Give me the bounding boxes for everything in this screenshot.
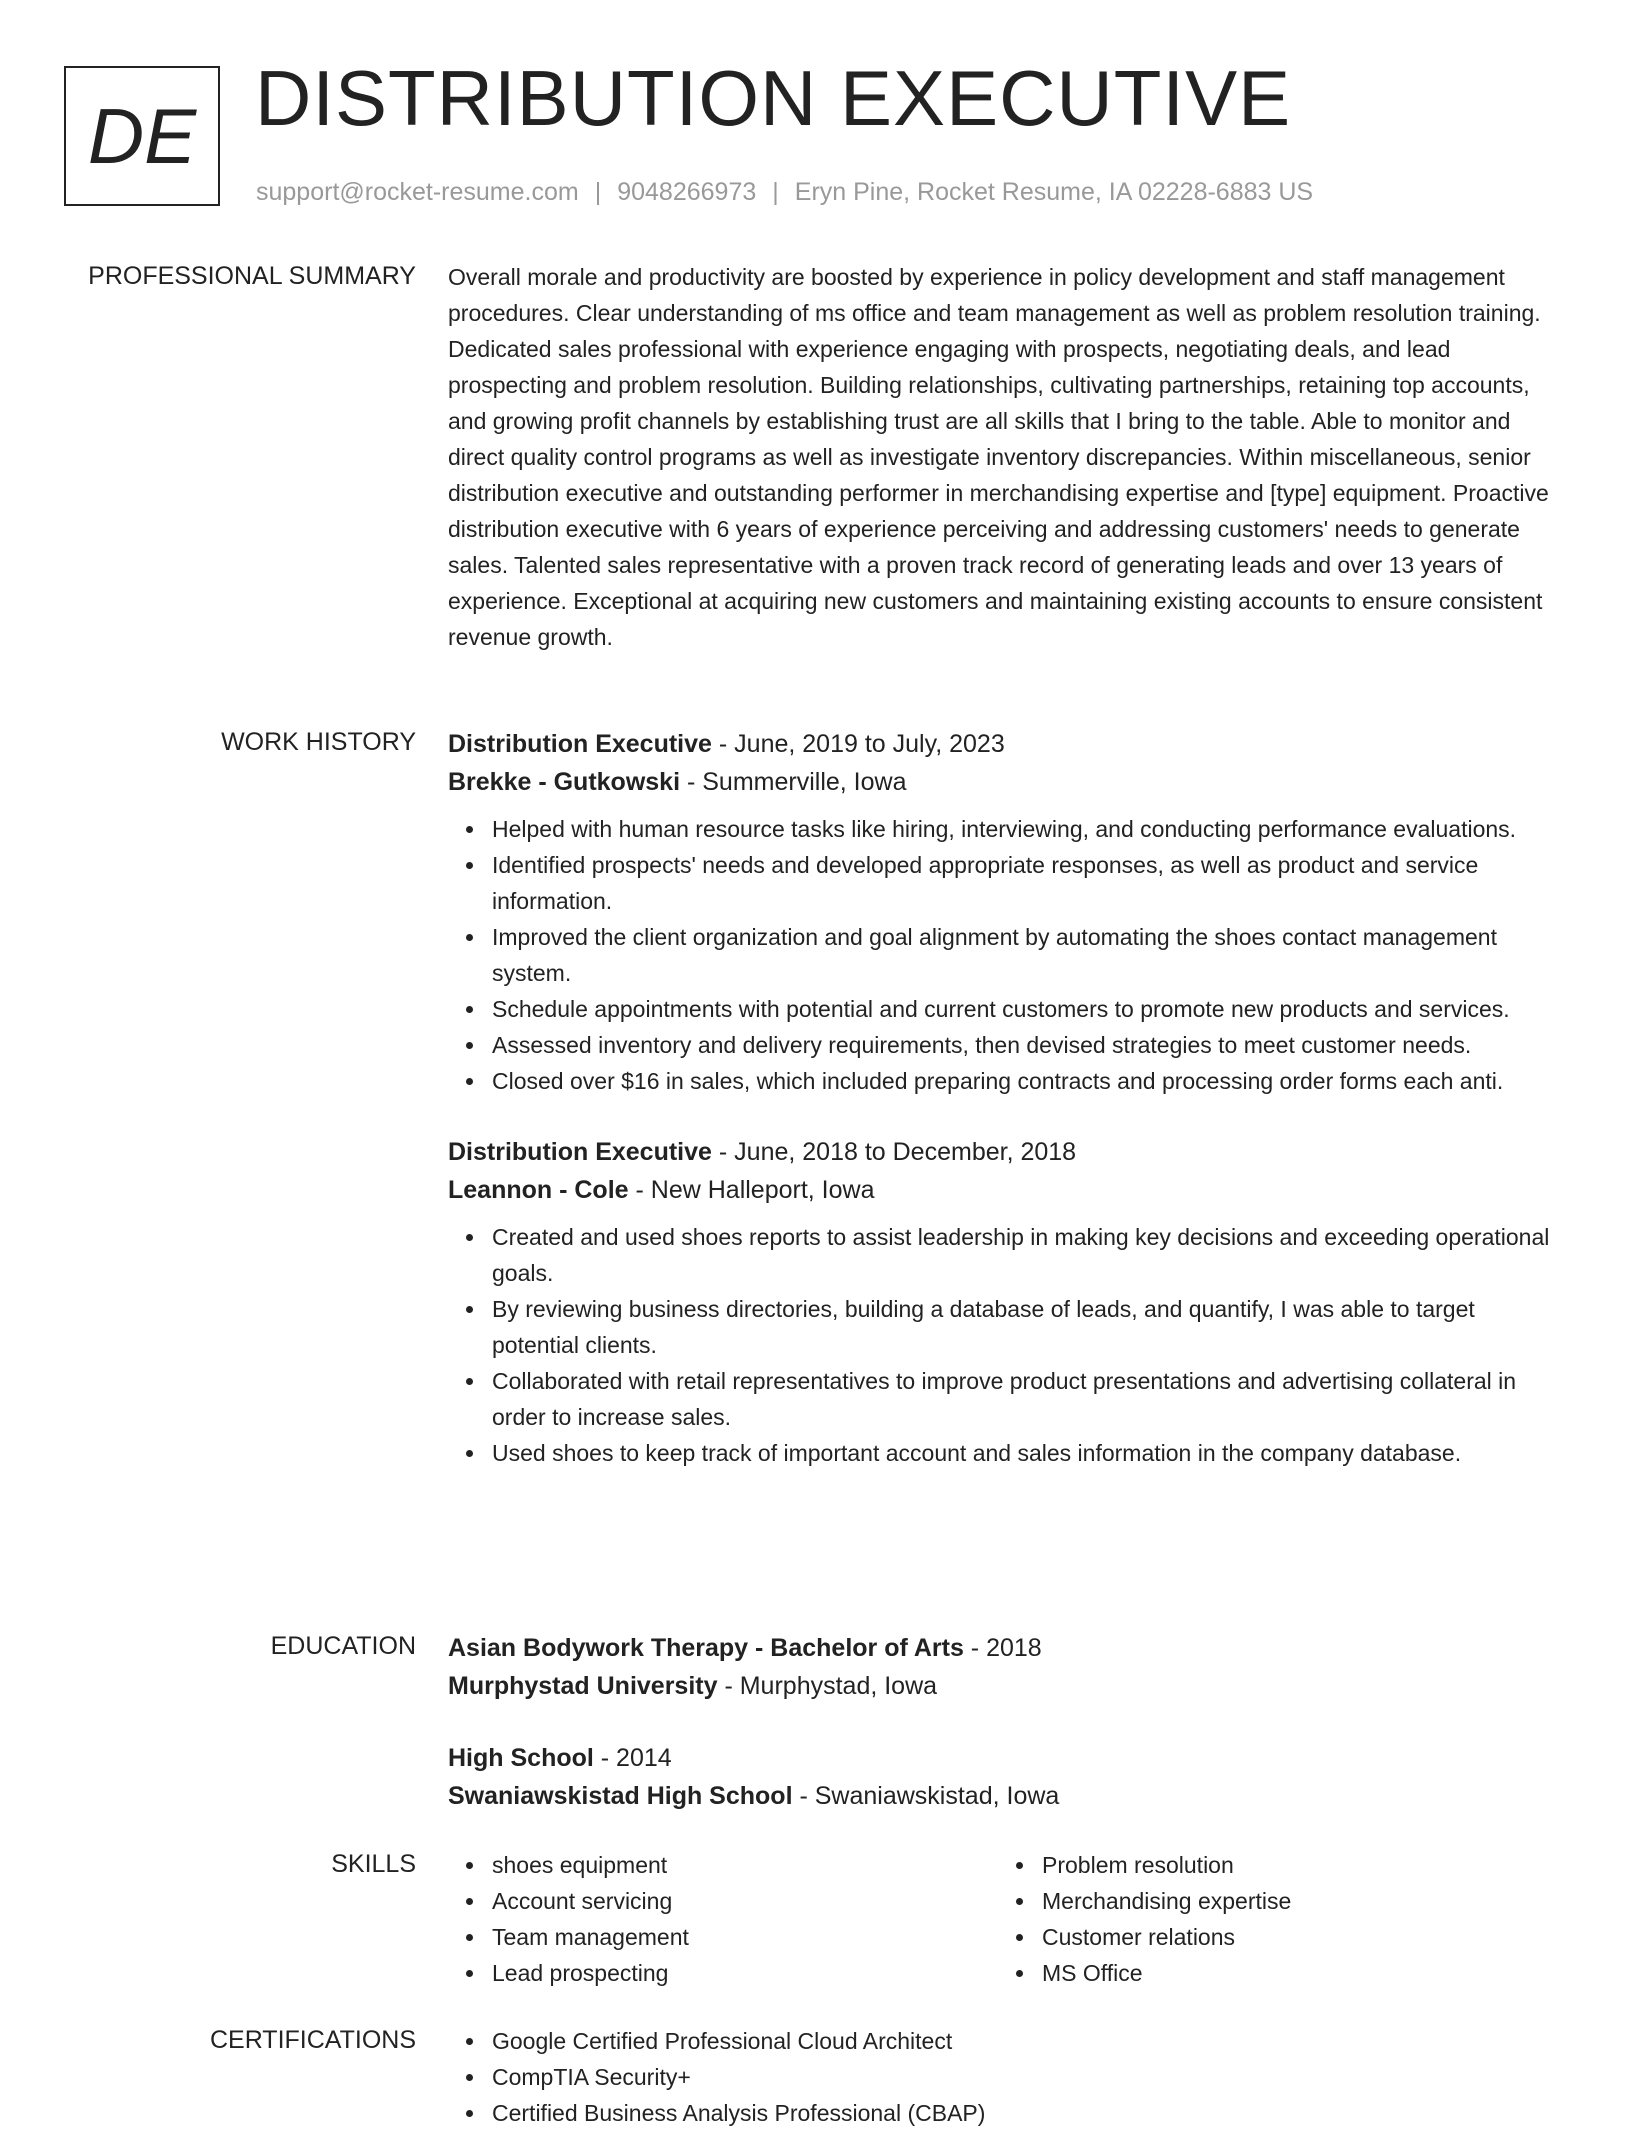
certification-item: Certified Business Analysis Professional (CBAP) bbox=[492, 2095, 1560, 2131]
job-title-line bbox=[448, 1133, 1560, 1171]
school-location: - Swaniawskistad, Iowa bbox=[792, 1782, 1060, 1810]
education-heading: EDUCATION bbox=[270, 1632, 416, 1660]
education-body bbox=[448, 1629, 1560, 1815]
job-bullet: Identified prospects' needs and developed appropriate responses, as well as product and service information. bbox=[492, 847, 1560, 919]
education-entry bbox=[448, 1629, 1560, 1705]
job-bullet: Created and used shoes reports to assist leadership in making key decisions and exceeding operational goals. bbox=[492, 1219, 1560, 1291]
job-entry bbox=[448, 725, 1560, 1099]
monogram-box bbox=[64, 66, 220, 206]
summary-text: Overall morale and productivity are boosted by experience in policy development and staff management procedures. Clear understanding of ms office and team management as well as problem resolution training. Dedicated sales professional with experience engaging with prospects, negotiating deals, and lead prospecting and problem resolution. Building relationships, cultivating partnerships, retaining top accounts, and growing profit channels by establishing trust are all skills that I bring to the table. Able to monitor and direct quality control programs as well as investigate inventory discrepancies. Within miscellaneous, senior distribution executive and outstanding performer in merchandising expertise and [type] equipment. Proactive distribution executive with 6 years of experience perceiving and addressing customers' needs to generate sales. Talented sales representative with a proven track record of generating leads and over 13 years of experience. Exceptional at acquiring new customers and maintaining existing accounts to ensure consistent revenue growth. bbox=[448, 264, 1549, 650]
summary-heading: PROFESSIONAL SUMMARY bbox=[88, 262, 416, 290]
degree-line bbox=[448, 1629, 1560, 1667]
school-name: Murphystad University bbox=[448, 1672, 718, 1700]
job-dates: - June, 2018 to December, 2018 bbox=[711, 1138, 1077, 1166]
skill-item: Account servicing bbox=[492, 1883, 998, 1919]
degree-year: - 2014 bbox=[593, 1744, 672, 1772]
job-entry bbox=[448, 1133, 1560, 1471]
certification-item: Google Certified Professional Cloud Architect bbox=[492, 2023, 1560, 2059]
skill-item: Customer relations bbox=[1042, 1919, 1548, 1955]
job-location: - New Halleport, Iowa bbox=[628, 1176, 875, 1204]
skill-item: MS Office bbox=[1042, 1955, 1548, 1991]
job-bullet: Helped with human resource tasks like hiring, interviewing, and conducting performance evaluations. bbox=[492, 811, 1560, 847]
degree-name: High School bbox=[448, 1744, 594, 1772]
job-bullet: Improved the client organization and goal alignment by automating the shoes contact management system. bbox=[492, 919, 1560, 991]
contact-address: Eryn Pine, Rocket Resume, IA 02228-6883 US bbox=[794, 178, 1314, 206]
skill-item: Merchandising expertise bbox=[1042, 1883, 1548, 1919]
job-bullets bbox=[448, 1219, 1560, 1471]
job-title-line bbox=[448, 725, 1560, 763]
school-line bbox=[448, 1777, 1560, 1815]
degree-name: Asian Bodywork Therapy - Bachelor of Arts bbox=[448, 1634, 964, 1662]
job-company-line bbox=[448, 1171, 1560, 1209]
degree-year: - 2018 bbox=[963, 1634, 1042, 1662]
monogram-initials: DE bbox=[87, 91, 197, 180]
job-company: Leannon - Cole bbox=[448, 1176, 629, 1204]
job-role: Distribution Executive bbox=[448, 730, 712, 758]
job-company-line bbox=[448, 763, 1560, 801]
school-line bbox=[448, 1667, 1560, 1705]
skills-heading: SKILLS bbox=[331, 1850, 416, 1878]
certification-item: CompTIA Security+ bbox=[492, 2059, 1560, 2095]
skill-item: Problem resolution bbox=[1042, 1847, 1548, 1883]
job-bullets bbox=[448, 811, 1560, 1099]
job-bullet: Assessed inventory and delivery requirements, then devised strategies to meet customer needs. bbox=[492, 1027, 1560, 1063]
summary-body bbox=[448, 259, 1560, 655]
resume-name: DISTRIBUTION EXECUTIVE bbox=[255, 54, 1292, 142]
skill-item: Lead prospecting bbox=[492, 1955, 998, 1991]
contact-separator: | bbox=[772, 178, 779, 206]
job-bullet: Schedule appointments with potential and current customers to promote new products and services. bbox=[492, 991, 1560, 1027]
contact-email: support@rocket-resume.com bbox=[256, 178, 579, 206]
school-name: Swaniawskistad High School bbox=[448, 1782, 793, 1810]
degree-line bbox=[448, 1739, 1560, 1777]
certifications-list bbox=[448, 2023, 1560, 2131]
school-location: - Murphystad, Iowa bbox=[717, 1672, 938, 1700]
job-bullet: Closed over $16 in sales, which included preparing contracts and processing order forms each anti. bbox=[492, 1063, 1560, 1099]
skill-item: shoes equipment bbox=[492, 1847, 998, 1883]
work-body bbox=[448, 725, 1560, 1471]
job-bullet: Used shoes to keep track of important account and sales information in the company database. bbox=[492, 1435, 1560, 1471]
job-dates: - June, 2019 to July, 2023 bbox=[711, 730, 1005, 758]
work-heading: WORK HISTORY bbox=[221, 728, 416, 756]
skills-list bbox=[448, 1847, 998, 1991]
skills-column-right bbox=[998, 1847, 1548, 1991]
skills-list bbox=[998, 1847, 1548, 1991]
education-entry bbox=[448, 1739, 1560, 1815]
certifications-body bbox=[448, 2023, 1560, 2131]
skills-body bbox=[448, 1847, 1560, 1991]
certifications-heading: CERTIFICATIONS bbox=[209, 2026, 416, 2054]
skills-column-left bbox=[448, 1847, 998, 1991]
skills-grid bbox=[448, 1847, 1560, 1991]
job-location: - Summerville, Iowa bbox=[680, 768, 907, 796]
contact-separator: | bbox=[594, 178, 602, 206]
skill-item: Team management bbox=[492, 1919, 998, 1955]
job-company: Brekke - Gutkowski bbox=[448, 768, 681, 796]
job-bullet: By reviewing business directories, building a database of leads, and quantify, I was able to target potential clients. bbox=[492, 1291, 1560, 1363]
job-role: Distribution Executive bbox=[448, 1138, 712, 1166]
job-bullet: Collaborated with retail representatives to improve product presentations and advertising collateral in order to increase sales. bbox=[492, 1363, 1560, 1435]
contact-phone: 9048266973 bbox=[617, 178, 757, 206]
contact-line bbox=[256, 176, 1313, 209]
